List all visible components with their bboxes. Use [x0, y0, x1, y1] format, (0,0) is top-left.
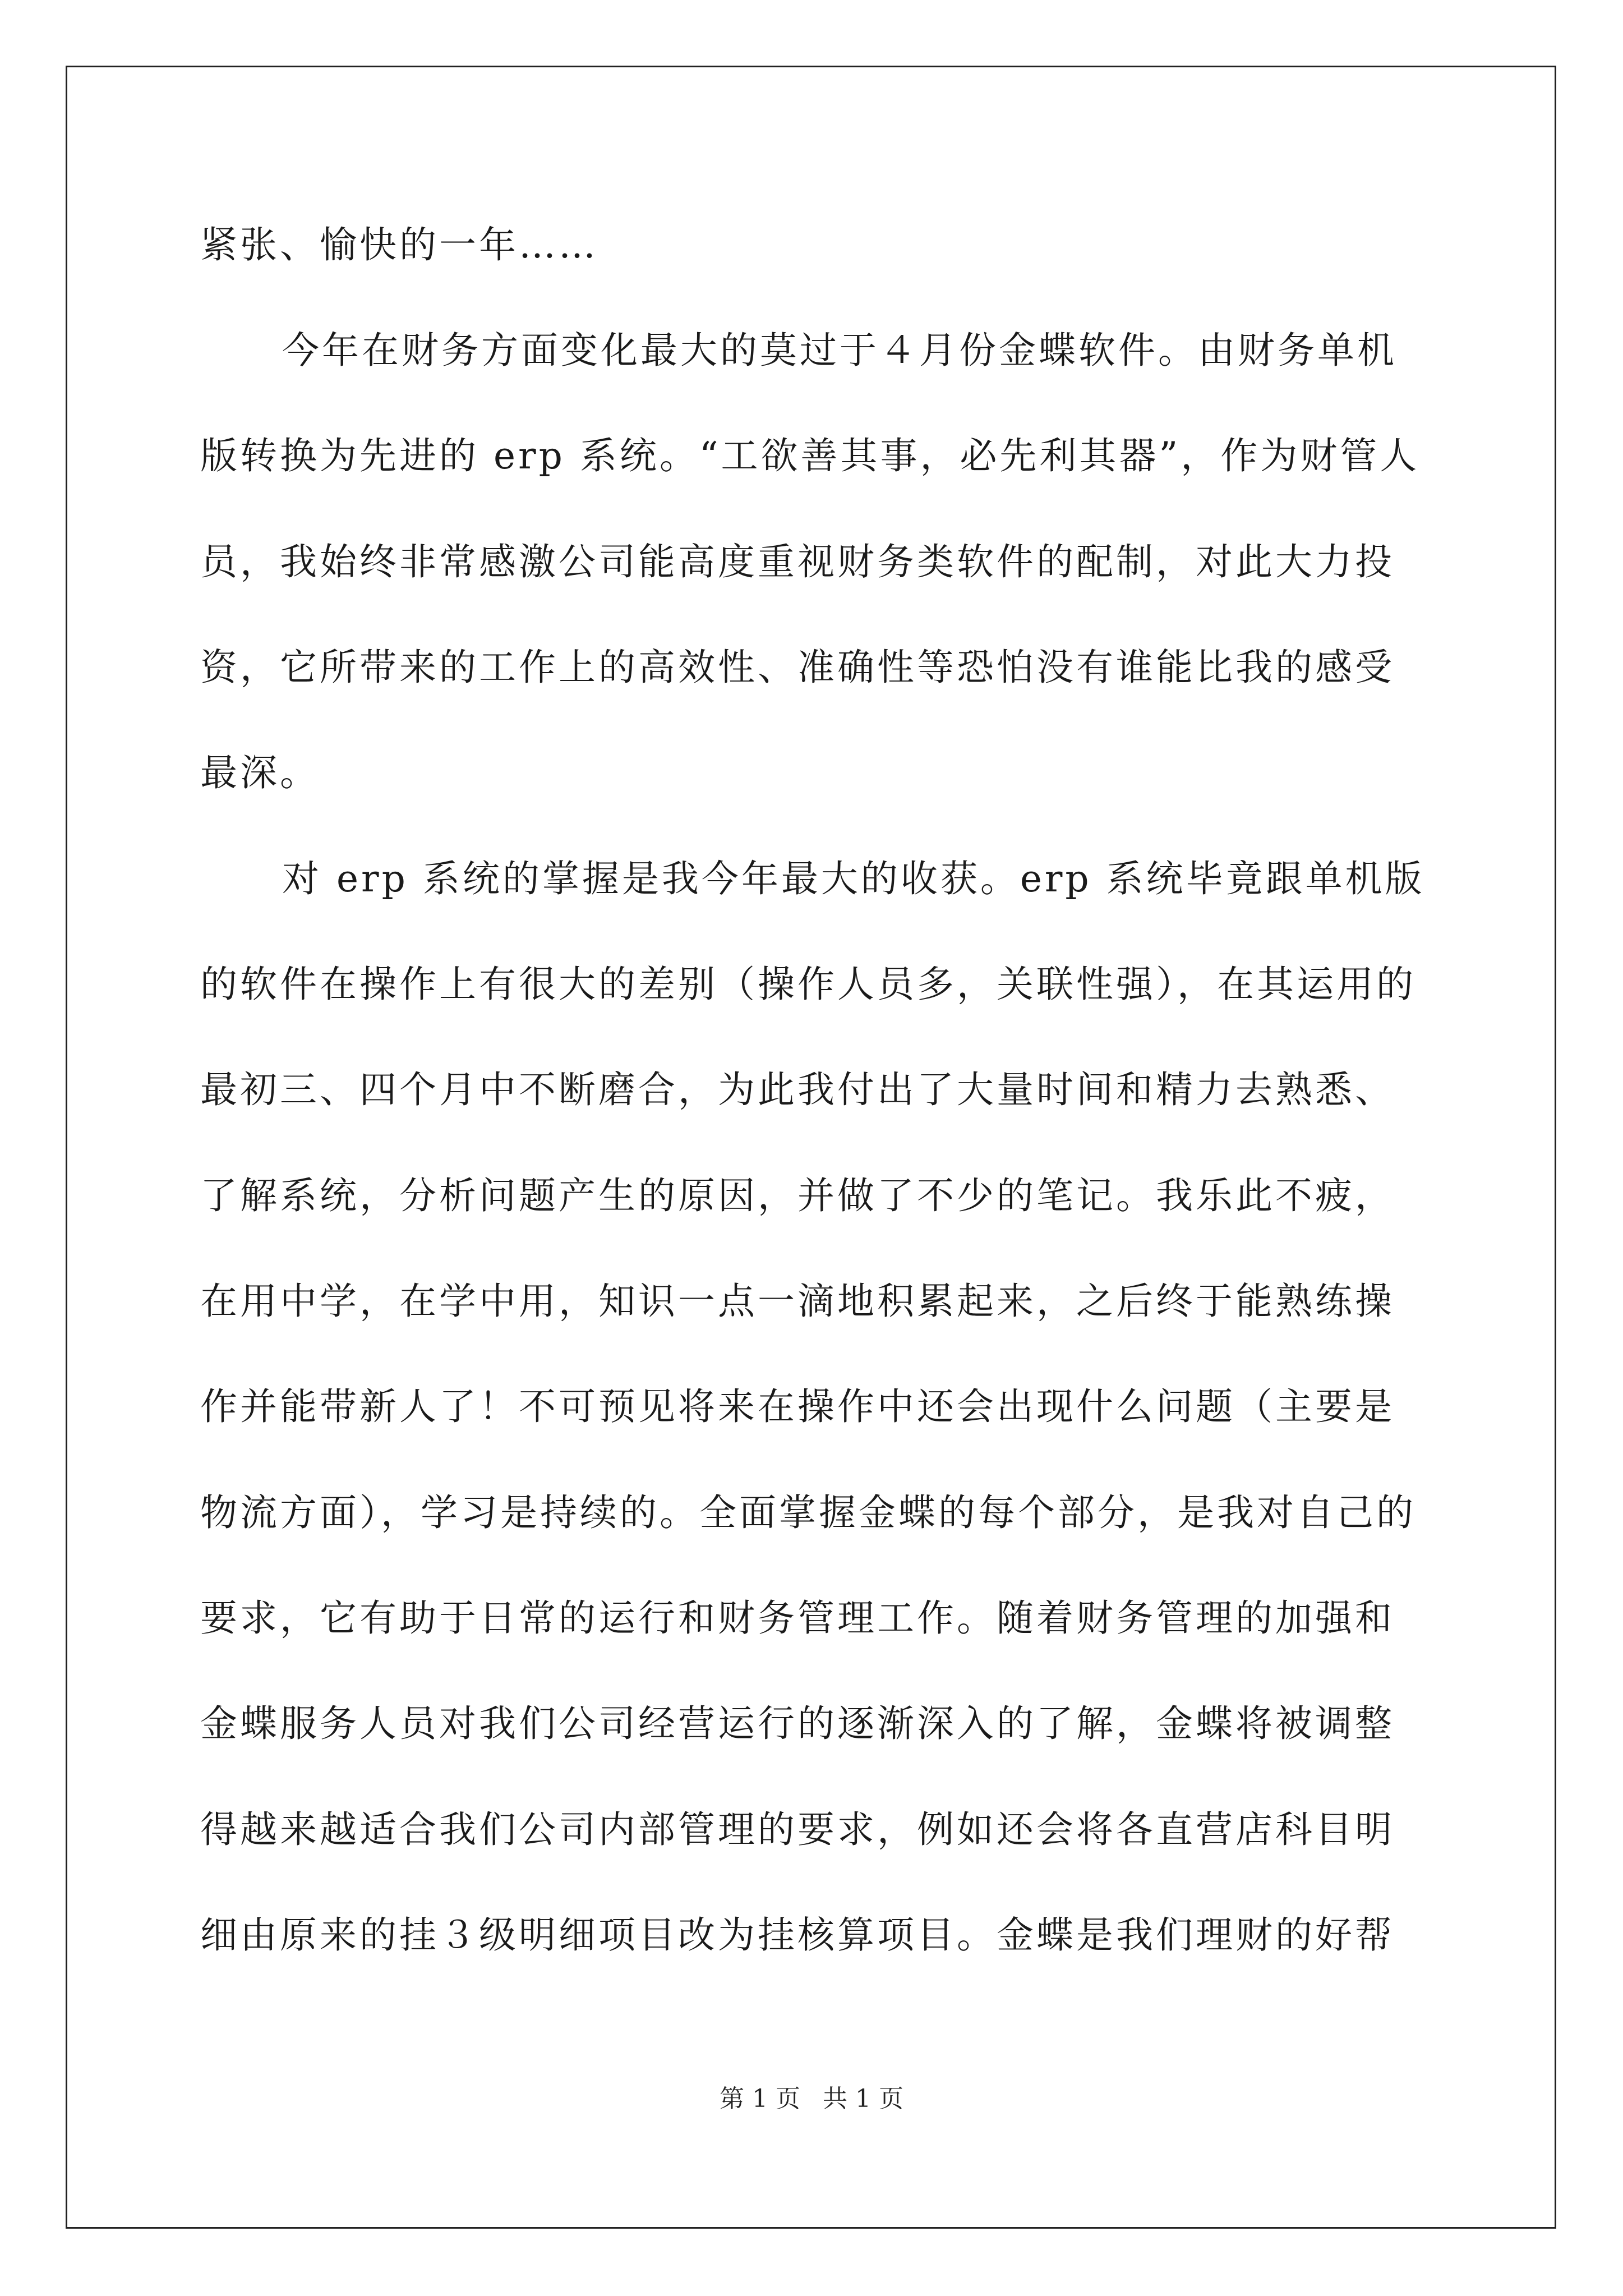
text-line: 得越来越适合我们公司内部管理的要求，例如还会将各直营店科目明 [200, 1808, 1395, 1851]
page-footer [0, 2082, 1623, 2116]
text-line: 要求，它有助于日常的运行和财务管理工作。随着财务管理的加强和 [200, 1596, 1395, 1640]
text-line: 作并能带新人了！不可预见将来在操作中还会出现什么问题（主要是 [200, 1385, 1395, 1428]
text-line: 紧张、愉快的一年…… [200, 223, 598, 266]
text-line: 员，我始终非常感激公司能高度重视财务类软件的配制，对此大力投 [200, 540, 1395, 583]
text-line: 资，它所带来的工作上的高效性、准确性等恐怕没有谁能比我的感受 [200, 646, 1395, 689]
text-line: 细由原来的挂３级明细项目改为挂核算项目。金蝶是我们理财的好帮 [200, 1913, 1395, 1957]
page-number: 第 1 页 [720, 2085, 800, 2113]
text-line: 物流方面），学习是持续的。全面掌握金蝶的每个部分，是我对自己的 [200, 1491, 1416, 1534]
text-line: 版转换为先进的 erp 系统。“工欲善其事，必先利其器”，作为财管人 [200, 434, 1420, 477]
text-line: 最初三、四个月中不断磨合，为此我付出了大量时间和精力去熟悉、 [200, 1068, 1395, 1111]
text-line: 的软件在操作上有很大的差别（操作人员多，关联性强），在其运用的 [200, 963, 1416, 1006]
text-line: 金蝶服务人员对我们公司经营运行的逐渐深入的了解，金蝶将被调整 [200, 1702, 1395, 1745]
text-line: 了解系统，分析问题产生的原因，并做了不少的笔记。我乐此不疲， [200, 1174, 1395, 1217]
page-total: 共 1 页 [823, 2085, 903, 2113]
text-line: 最深。 [200, 751, 320, 794]
text-line: 今年在财务方面变化最大的莫过于４月份金蝶软件。由财务单机 [282, 329, 1397, 372]
text-line: 在用中学，在学中用，知识一点一滴地积累起来，之后终于能熟练操 [200, 1280, 1395, 1323]
text-line: 对 erp 系统的掌握是我今年最大的收获。erp 系统毕竟跟单机版 [282, 857, 1425, 900]
